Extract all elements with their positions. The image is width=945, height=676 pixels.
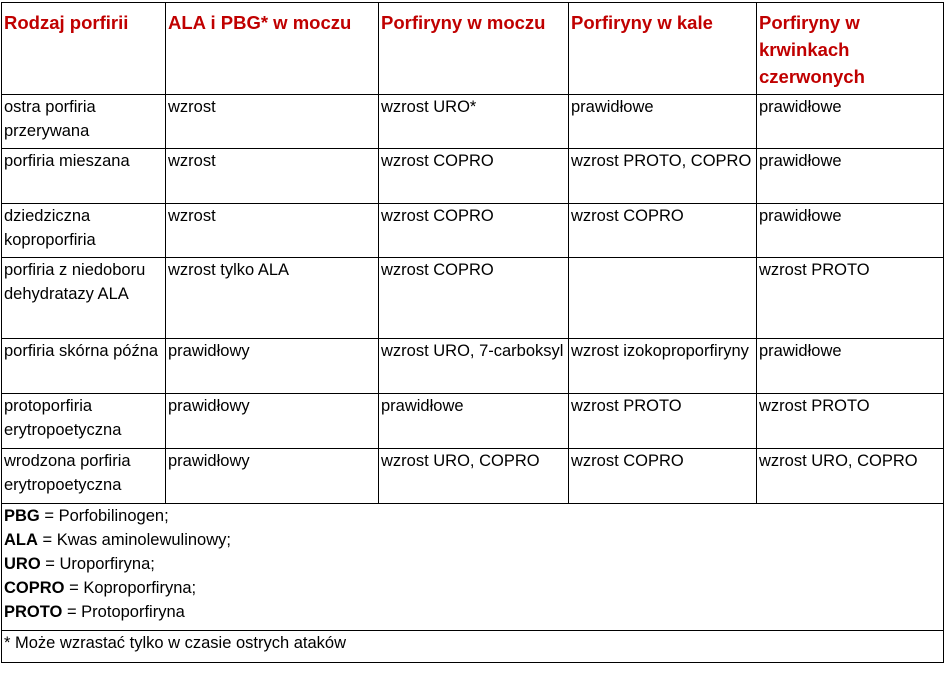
legend-item-uro (4, 552, 941, 576)
cell-type: protoporfiria erytropoetyczna (2, 394, 166, 449)
legend-row (2, 504, 944, 631)
legend-item-pbg (4, 504, 941, 528)
footnote-row (2, 631, 944, 663)
cell-urine: wzrost URO, 7-carboksyl (379, 339, 569, 394)
table-row (2, 95, 944, 149)
cell-feces: wzrost izokoproporfiryny (569, 339, 757, 394)
legend-item-ala (4, 528, 941, 552)
cell-urine: wzrost URO, COPRO (379, 449, 569, 504)
cell-rbc: prawidłowe (757, 204, 944, 258)
cell-rbc: prawidłowe (757, 95, 944, 149)
table-row (2, 149, 944, 204)
cell-rbc: wzrost PROTO (757, 258, 944, 339)
cell-urine: wzrost URO* (379, 95, 569, 149)
table-row (2, 394, 944, 449)
cell-feces (569, 258, 757, 339)
cell-rbc: wzrost URO, COPRO (757, 449, 944, 504)
table-row (2, 204, 944, 258)
header-ala-pbg-urine: ALA i PBG* w moczu (166, 3, 379, 95)
cell-type: porfiria skórna późna (2, 339, 166, 394)
cell-urine: prawidłowe (379, 394, 569, 449)
footnote: * Może wzrastać tylko w czasie ostrych ataków (2, 631, 944, 663)
cell-rbc: prawidłowe (757, 339, 944, 394)
cell-type: wrodzona porfiria erytropoetyczna (2, 449, 166, 504)
legend-abbr: PROTO (4, 603, 63, 621)
cell-feces: wzrost PROTO, COPRO (569, 149, 757, 204)
cell-urine: wzrost COPRO (379, 149, 569, 204)
cell-ala-pbg: wzrost (166, 204, 379, 258)
cell-ala-pbg: wzrost tylko ALA (166, 258, 379, 339)
porphyria-table (1, 2, 944, 663)
cell-type: ostra porfiria przerywana (2, 95, 166, 149)
legend-text: = Koproporfiryna; (64, 579, 197, 597)
abbreviation-legend (2, 504, 944, 631)
cell-feces: wzrost COPRO (569, 449, 757, 504)
cell-urine: wzrost COPRO (379, 204, 569, 258)
header-porphyrins-feces: Porfiryny w kale (569, 3, 757, 95)
legend-text: = Kwas aminolewulinowy; (37, 531, 231, 549)
cell-urine: wzrost COPRO (379, 258, 569, 339)
cell-feces: wzrost COPRO (569, 204, 757, 258)
legend-text: = Porfobilinogen; (39, 507, 169, 525)
cell-feces: prawidłowe (569, 95, 757, 149)
header-porphyrins-urine: Porfiryny w moczu (379, 3, 569, 95)
header-porphyrins-rbc: Porfiryny w krwinkach czerwonych (757, 3, 944, 95)
header-porphyria-type: Rodzaj porfirii (2, 3, 166, 95)
cell-ala-pbg: prawidłowy (166, 449, 379, 504)
legend-text: = Protoporfiryna (62, 603, 185, 621)
legend-text: = Uroporfiryna; (40, 555, 155, 573)
legend-item-proto (4, 600, 941, 624)
legend-abbr: PBG (4, 507, 40, 525)
table-row (2, 339, 944, 394)
cell-ala-pbg: wzrost (166, 149, 379, 204)
cell-ala-pbg: prawidłowy (166, 339, 379, 394)
cell-rbc: prawidłowe (757, 149, 944, 204)
table-row (2, 449, 944, 504)
cell-feces: wzrost PROTO (569, 394, 757, 449)
cell-rbc: wzrost PROTO (757, 394, 944, 449)
cell-type: porfiria z niedoboru dehydratazy ALA (2, 258, 166, 339)
header-row (2, 3, 944, 95)
legend-item-copro (4, 576, 941, 600)
legend-abbr: ALA (4, 531, 38, 549)
cell-type: porfiria mieszana (2, 149, 166, 204)
legend-abbr: COPRO (4, 579, 65, 597)
legend-abbr: URO (4, 555, 41, 573)
cell-type: dziedziczna koproporfiria (2, 204, 166, 258)
cell-ala-pbg: prawidłowy (166, 394, 379, 449)
table-row (2, 258, 944, 339)
cell-ala-pbg: wzrost (166, 95, 379, 149)
